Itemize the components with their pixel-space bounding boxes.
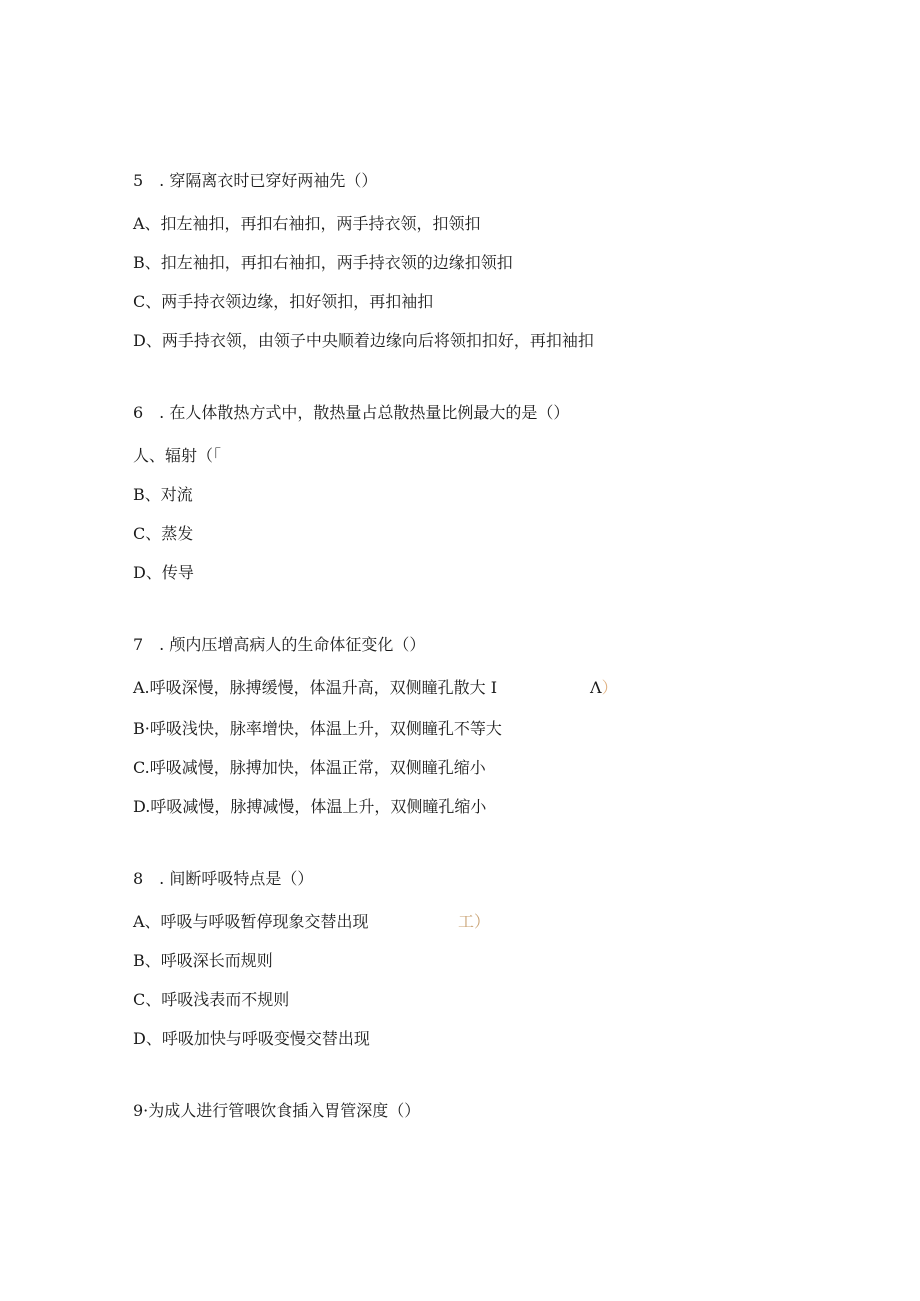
answer-mark-letter: Λ	[590, 678, 602, 697]
question-6-option-a: 人、辐射（「	[133, 446, 222, 465]
question-6-option-b: B、对流	[133, 485, 193, 504]
question-5-option-a: A、扣左袖扣，再扣右袖扣，两手持衣领，扣领扣	[133, 214, 481, 233]
question-6-stem: 6 . 在人体散热方式中，散热量占总散热量比例最大的是（）	[133, 403, 570, 422]
question-7-option-c: C.呼吸减慢，脉搏加快，体温正常，双侧瞳孔缩小	[133, 758, 486, 777]
question-6-option-c: C、蒸发	[133, 524, 194, 543]
question-5-option-d: D、两手持衣领，由领子中央顺着边缘向后将领扣扣好，再扣袖扣	[133, 331, 594, 350]
question-8-option-a: A、呼吸与呼吸暂停现象交替出现	[133, 912, 369, 931]
question-7-stem: 7 . 颅内压增高病人的生命体征变化（）	[133, 635, 426, 654]
question-7-option-b: B·呼吸浅快，脉率增快，体温上升，双侧瞳孔不等大	[133, 719, 502, 738]
question-8-answer-mark: 工）	[458, 912, 491, 931]
question-5-option-c: C、两手持衣领边缘，扣好领扣，再扣袖扣	[133, 292, 434, 311]
answer-mark-paren: ）	[601, 678, 618, 697]
question-8-option-d: D、呼吸加快与呼吸变慢交替出现	[133, 1029, 370, 1048]
question-6-option-d: D、传导	[133, 563, 194, 582]
question-8-option-b: B、呼吸深长而规则	[133, 951, 273, 970]
question-7-option-d: D.呼吸减慢，脉搏减慢，体温上升，双侧瞳孔缩小	[133, 797, 487, 816]
question-8-stem: 8 . 间断呼吸特点是（）	[133, 869, 314, 888]
question-9-stem: 9·为成人进行管喂饮食插入胃管深度（）	[133, 1101, 421, 1120]
question-5-stem: 5 . 穿隔离衣时已穿好两袖先（）	[133, 171, 378, 190]
question-8-option-c: C、呼吸浅表而不规则	[133, 990, 290, 1009]
question-5-option-b: B、扣左袖扣，再扣右袖扣，两手持衣领的边缘扣领扣	[133, 253, 513, 272]
question-7-answer-mark	[590, 678, 618, 698]
question-7-option-a: A.呼吸深慢，脉搏缓慢，体温升高，双侧瞳孔散大 I	[133, 678, 498, 697]
